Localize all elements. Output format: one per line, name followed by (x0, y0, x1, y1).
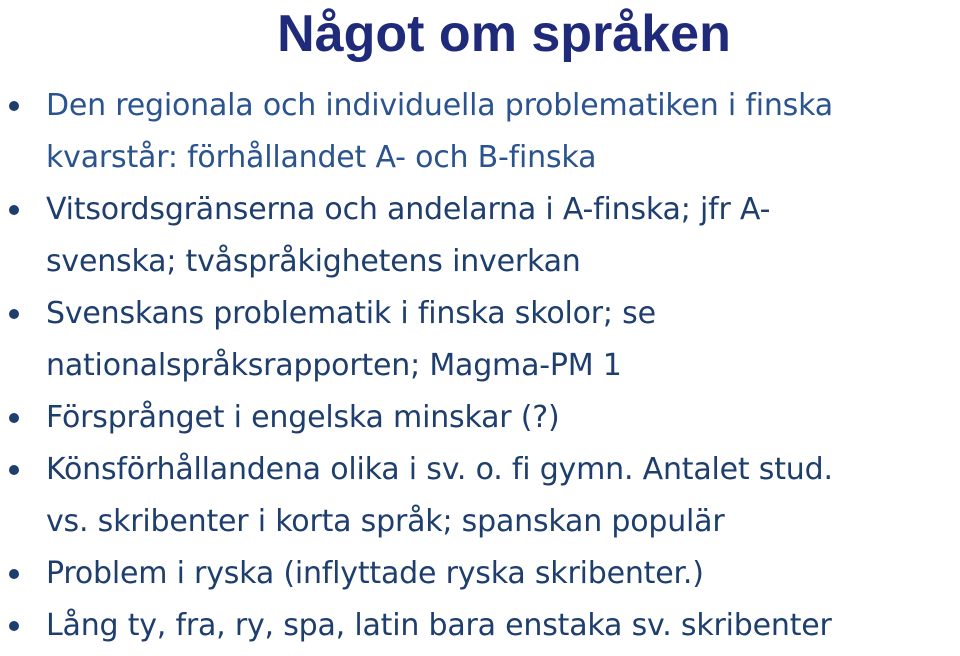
bullet-dot-icon (9, 205, 19, 215)
bullet-text-line: Problem i ryska (inflyttade ryska skribenter.) (46, 556, 704, 591)
bullet-dot-icon (9, 309, 19, 319)
bullet-text-line: Den regionala och individuella problematiken i finska (46, 88, 833, 123)
bullet-text-line: vs. skribenter i korta språk; spanskan populär (46, 504, 725, 539)
bullet-item (0, 80, 960, 184)
bullet-item (0, 600, 960, 652)
bullet-item (0, 288, 960, 392)
bullet-text-line: Vitsordsgränserna och andelarna i A-finska; jfr A- (46, 192, 771, 227)
bullet-text-line: nationalspråksrapporten; Magma-PM 1 (46, 348, 622, 383)
bullet-text-line: kvarstår: förhållandet A- och B-finska (46, 140, 597, 175)
bullet-text-line: Könsförhållandena olika i sv. o. fi gymn. Antalet stud. (46, 452, 833, 487)
bullet-dot-icon (9, 101, 19, 111)
bullet-dot-icon (9, 569, 19, 579)
bullet-item (0, 444, 960, 548)
slide-title: Något om språken (277, 5, 731, 63)
bullet-item (0, 184, 960, 288)
bullet-item (0, 392, 960, 444)
bullet-dot-icon (9, 413, 19, 423)
bullet-text-line: Försprånget i engelska minskar (?) (46, 400, 560, 435)
bullet-list (0, 80, 960, 652)
bullet-text-line: Lång ty, fra, ry, spa, latin bara enstaka sv. skribenter (46, 608, 832, 643)
bullet-dot-icon (9, 465, 19, 475)
bullet-dot-icon (9, 621, 19, 631)
bullet-text-line: Svenskans problematik i finska skolor; se (46, 296, 656, 331)
bullet-item (0, 548, 960, 600)
bullet-text-line: svenska; tvåspråkighetens inverkan (46, 244, 581, 279)
